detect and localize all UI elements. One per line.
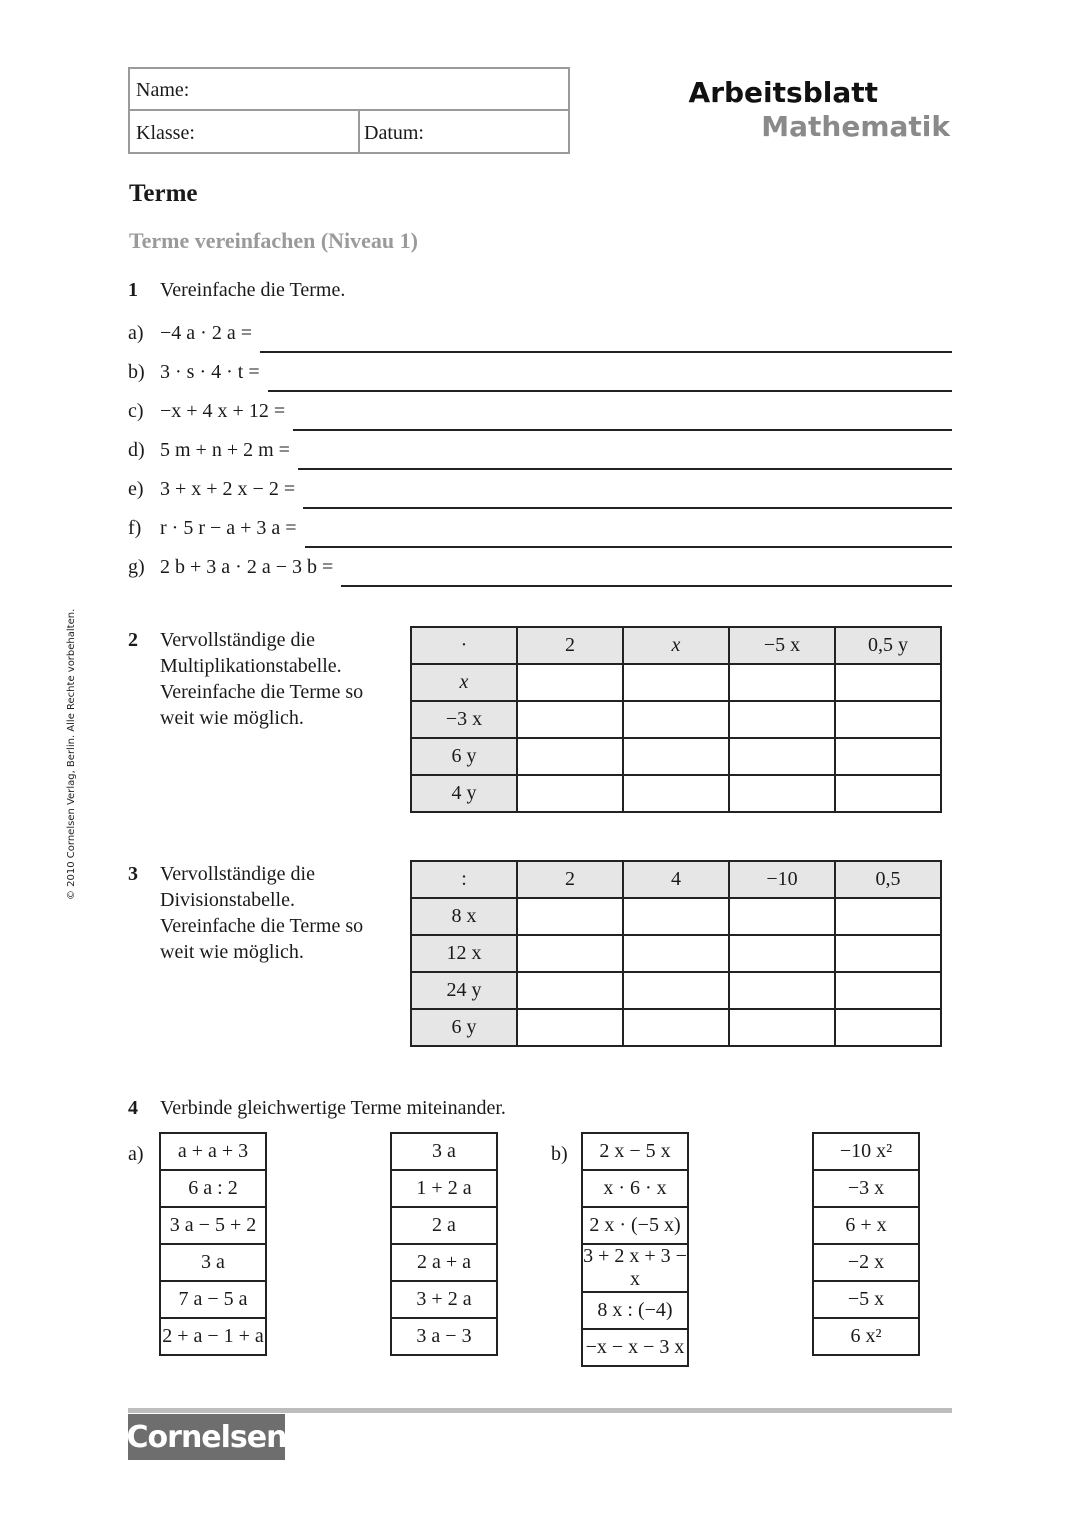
answer-cell[interactable] xyxy=(835,664,941,701)
table-column-header: 4 xyxy=(623,861,729,898)
term-row xyxy=(160,1281,266,1318)
answer-cell[interactable] xyxy=(623,775,729,812)
term-cell[interactable]: a + a + 3 xyxy=(160,1133,266,1170)
table-row-header: x xyxy=(411,664,517,701)
task3-line: Vereinfache die Terme so xyxy=(160,915,364,937)
task2-number: 2 xyxy=(128,629,138,651)
term-row xyxy=(160,1170,266,1207)
exercise-expression: 5 m + n + 2 m = xyxy=(160,439,290,461)
task2-line: Vereinfache die Terme so xyxy=(160,681,364,703)
table-column-header: 0,5 y xyxy=(835,627,941,664)
answer-cell[interactable] xyxy=(623,738,729,775)
exercise-row xyxy=(128,439,290,469)
term-row xyxy=(160,1207,266,1244)
answer-cell[interactable] xyxy=(729,972,835,1009)
exercise-label: f) xyxy=(128,517,142,539)
term-cell[interactable]: −3 x xyxy=(813,1170,919,1207)
term-row xyxy=(391,1244,497,1281)
table-column-header: 2 xyxy=(517,861,623,898)
answer-line[interactable] xyxy=(260,351,952,353)
brand-subject: Mathematik xyxy=(761,110,950,143)
answer-cell[interactable] xyxy=(835,701,941,738)
match-column-a-right xyxy=(390,1132,498,1356)
term-row xyxy=(582,1207,688,1244)
answer-cell[interactable] xyxy=(729,935,835,972)
answer-cell[interactable] xyxy=(517,664,623,701)
task3-instruction xyxy=(160,861,363,965)
cornelsen-logo: Cornelsen xyxy=(128,1414,285,1460)
page-subtitle: Terme vereinfachen (Niveau 1) xyxy=(129,228,418,253)
table-row-header: 24 y xyxy=(411,972,517,1009)
answer-cell[interactable] xyxy=(835,972,941,1009)
task2-line: Vervollständige die xyxy=(160,629,315,651)
term-cell[interactable]: 6 + x xyxy=(813,1207,919,1244)
term-cell[interactable]: 2 x − 5 x xyxy=(582,1133,688,1170)
table-row-header: 8 x xyxy=(411,898,517,935)
term-row xyxy=(582,1292,688,1329)
task3-number: 3 xyxy=(128,863,138,885)
answer-cell[interactable] xyxy=(729,898,835,935)
answer-cell[interactable] xyxy=(729,738,835,775)
header-divider xyxy=(358,111,360,154)
table-corner: · xyxy=(411,627,517,664)
task1-instruction: Vereinfache die Terme. xyxy=(160,279,346,301)
exercise-row xyxy=(128,478,295,508)
answer-cell[interactable] xyxy=(835,1009,941,1046)
term-row xyxy=(582,1329,688,1366)
answer-cell[interactable] xyxy=(517,935,623,972)
term-row xyxy=(582,1133,688,1170)
term-cell[interactable]: 2 + a − 1 + a xyxy=(160,1318,266,1355)
answer-line[interactable] xyxy=(268,390,952,392)
table-row-header: 4 y xyxy=(411,775,517,812)
table-column-header: −5 x xyxy=(729,627,835,664)
table-row xyxy=(411,775,941,812)
term-cell[interactable]: −10 x² xyxy=(813,1133,919,1170)
task4-number: 4 xyxy=(128,1097,138,1119)
table-column-header: x xyxy=(623,627,729,664)
task1-number: 1 xyxy=(128,279,138,301)
multiplication-table xyxy=(410,626,942,813)
answer-cell[interactable] xyxy=(517,701,623,738)
table-row xyxy=(411,935,941,972)
answer-cell[interactable] xyxy=(623,972,729,1009)
class-label: Klasse: xyxy=(136,122,195,144)
term-cell[interactable]: 3 + 2 x + 3 − x xyxy=(583,1245,687,1290)
answer-cell[interactable] xyxy=(517,1009,623,1046)
term-row xyxy=(391,1281,497,1318)
term-row xyxy=(391,1207,497,1244)
answer-cell[interactable] xyxy=(835,775,941,812)
page-title: Terme xyxy=(129,180,198,207)
term-row xyxy=(391,1133,497,1170)
answer-line[interactable] xyxy=(303,507,952,509)
term-row xyxy=(391,1170,497,1207)
exercise-label: d) xyxy=(128,439,145,461)
answer-cell[interactable] xyxy=(623,1009,729,1046)
term-cell[interactable]: 3 a − 5 + 2 xyxy=(160,1207,266,1244)
term-row xyxy=(813,1281,919,1318)
term-cell[interactable]: 2 x · (−5 x) xyxy=(582,1207,688,1244)
answer-cell[interactable] xyxy=(623,898,729,935)
task4-instruction: Verbinde gleichwertige Terme miteinander. xyxy=(160,1097,506,1119)
table-row-header: 12 x xyxy=(411,935,517,972)
exercise-expression: 2 b + 3 a · 2 a − 3 b = xyxy=(160,556,334,578)
exercise-expression: 3 + x + 2 x − 2 = xyxy=(160,478,296,500)
exercise-label: c) xyxy=(128,400,144,422)
footer-divider xyxy=(128,1408,952,1413)
term-row xyxy=(582,1244,688,1292)
term-cell[interactable]: 2 a xyxy=(391,1207,497,1244)
answer-cell[interactable] xyxy=(729,775,835,812)
term-row xyxy=(160,1244,266,1281)
table-header-row xyxy=(411,627,941,664)
exercise-row xyxy=(128,517,297,547)
exercise-row xyxy=(128,400,285,430)
task2-line: weit wie möglich. xyxy=(160,707,304,729)
term-cell[interactable]: 1 + 2 a xyxy=(391,1170,497,1207)
term-cell[interactable]: −2 x xyxy=(813,1244,919,1281)
answer-cell[interactable] xyxy=(517,775,623,812)
match-column-b-right xyxy=(812,1132,920,1356)
answer-cell[interactable] xyxy=(623,664,729,701)
table-row xyxy=(411,738,941,775)
table-row xyxy=(411,664,941,701)
term-cell[interactable]: 6 a : 2 xyxy=(160,1170,266,1207)
answer-cell[interactable] xyxy=(623,935,729,972)
student-info-box xyxy=(128,67,570,154)
term-cell[interactable]: 3 + 2 a xyxy=(391,1281,497,1318)
answer-cell[interactable] xyxy=(729,701,835,738)
table-row-header: 6 y xyxy=(411,1009,517,1046)
exercise-expression: r · 5 r − a + 3 a = xyxy=(160,517,297,539)
date-label: Datum: xyxy=(364,122,424,144)
term-cell[interactable]: 3 a xyxy=(160,1244,266,1281)
division-table xyxy=(410,860,942,1047)
term-cell[interactable]: 6 x² xyxy=(813,1318,919,1355)
answer-line[interactable] xyxy=(305,546,952,548)
task2-line: Multiplikationstabelle. xyxy=(160,655,342,677)
exercise-row xyxy=(128,556,333,586)
answer-cell[interactable] xyxy=(517,972,623,1009)
name-row xyxy=(130,69,568,111)
term-cell[interactable]: 3 a − 3 xyxy=(391,1318,497,1355)
answer-cell[interactable] xyxy=(517,898,623,935)
table-row xyxy=(411,972,941,1009)
table-header-row xyxy=(411,861,941,898)
part-a-label: a) xyxy=(128,1143,144,1165)
exercise-row xyxy=(128,361,260,391)
term-row xyxy=(813,1170,919,1207)
exercise-label: g) xyxy=(128,556,145,578)
task3-line: Vervollständige die xyxy=(160,863,315,885)
exercise-expression: −4 a · 2 a = xyxy=(160,322,252,344)
term-row xyxy=(160,1318,266,1355)
answer-line[interactable] xyxy=(293,429,952,431)
exercise-label: a) xyxy=(128,322,144,344)
term-cell[interactable]: 2 a + a xyxy=(391,1244,497,1281)
term-row xyxy=(813,1244,919,1281)
term-row xyxy=(813,1133,919,1170)
answer-cell[interactable] xyxy=(517,738,623,775)
term-row xyxy=(391,1318,497,1355)
term-cell[interactable]: 7 a − 5 a xyxy=(160,1281,266,1318)
answer-cell[interactable] xyxy=(729,664,835,701)
answer-line[interactable] xyxy=(298,468,952,470)
table-corner: : xyxy=(411,861,517,898)
exercise-expression: 3 · s · 4 · t = xyxy=(160,361,260,383)
term-row xyxy=(813,1318,919,1355)
term-row xyxy=(582,1170,688,1207)
term-cell[interactable]: x · 6 · x xyxy=(582,1170,688,1207)
table-row xyxy=(411,1009,941,1046)
match-column-a-left xyxy=(159,1132,267,1356)
brand-worksheet: Arbeitsblatt xyxy=(688,76,878,109)
exercise-row xyxy=(128,322,252,352)
answer-cell[interactable] xyxy=(835,935,941,972)
answer-cell[interactable] xyxy=(729,1009,835,1046)
task3-line: Divisionstabelle. xyxy=(160,889,295,911)
table-column-header: −10 xyxy=(729,861,835,898)
answer-cell[interactable] xyxy=(835,738,941,775)
table-row-header: −3 x xyxy=(411,701,517,738)
part-b-label: b) xyxy=(551,1143,568,1165)
term-cell[interactable]: 8 x : (−4) xyxy=(582,1292,688,1329)
term-cell[interactable]: 3 a xyxy=(391,1133,497,1170)
table-column-header: 2 xyxy=(517,627,623,664)
term-row xyxy=(160,1133,266,1170)
name-label: Name: xyxy=(136,79,190,101)
answer-line[interactable] xyxy=(341,585,952,587)
term-row xyxy=(813,1207,919,1244)
table-row xyxy=(411,898,941,935)
exercise-label: b) xyxy=(128,361,145,383)
exercise-expression: −x + 4 x + 12 = xyxy=(160,400,286,422)
copyright-notice: © 2010 Cornelsen Verlag, Berlin. Alle Rechte vorbehalten. xyxy=(66,608,77,900)
term-cell[interactable]: −5 x xyxy=(813,1281,919,1318)
answer-cell[interactable] xyxy=(623,701,729,738)
answer-cell[interactable] xyxy=(835,898,941,935)
table-row xyxy=(411,701,941,738)
table-column-header: 0,5 xyxy=(835,861,941,898)
match-column-b-left xyxy=(581,1132,689,1367)
table-row-header: 6 y xyxy=(411,738,517,775)
exercise-label: e) xyxy=(128,478,144,500)
term-cell[interactable]: −x − x − 3 x xyxy=(582,1329,688,1366)
task3-line: weit wie möglich. xyxy=(160,941,304,963)
task2-instruction xyxy=(160,627,363,731)
